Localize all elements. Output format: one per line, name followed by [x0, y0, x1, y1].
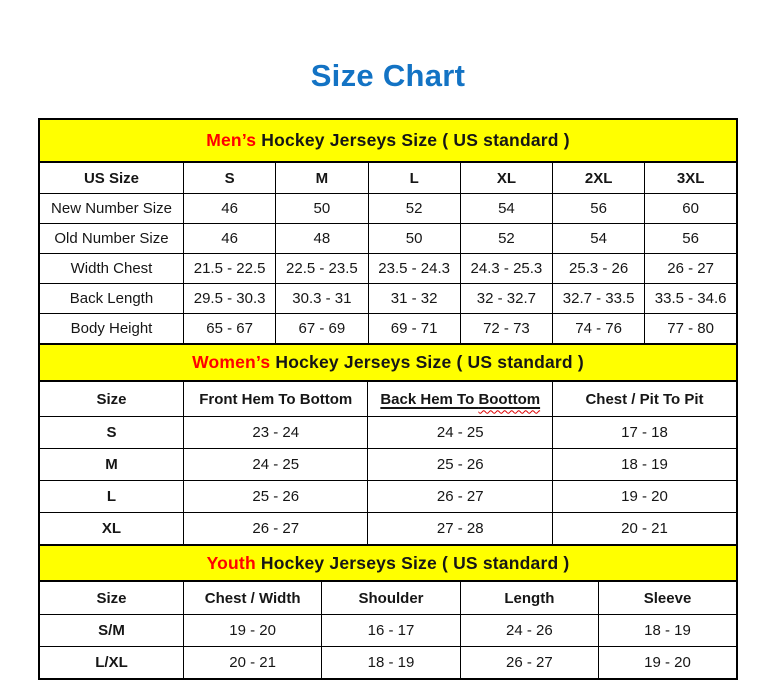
size-value-cell: 27 - 28	[368, 513, 553, 546]
row-label: XL	[39, 513, 183, 546]
size-value-cell: 21.5 - 22.5	[183, 254, 275, 284]
row-label: S	[39, 417, 183, 449]
table-row	[39, 615, 737, 647]
banner-row	[39, 344, 737, 381]
size-value-cell: 31 - 32	[368, 284, 460, 314]
size-value-cell: 54	[553, 224, 645, 254]
banner-text: Hockey Jerseys Size ( US standard )	[270, 352, 584, 372]
row-label-header: US Size	[39, 162, 183, 194]
table-row	[39, 224, 737, 254]
column-header: S	[183, 162, 275, 194]
underlined-header-text	[380, 391, 540, 408]
size-value-cell: 19 - 20	[183, 615, 321, 647]
size-value-cell: 30.3 - 31	[276, 284, 368, 314]
size-value-cell: 67 - 69	[276, 314, 368, 345]
row-label: Old Number Size	[39, 224, 183, 254]
banner-text: Hockey Jerseys Size ( US standard )	[255, 552, 570, 573]
size-value-cell: 23.5 - 24.3	[368, 254, 460, 284]
row-label: New Number Size	[39, 194, 183, 224]
column-header: Chest / Pit To Pit	[553, 381, 738, 417]
table-row	[39, 194, 737, 224]
banner-highlight: Men’s	[206, 130, 257, 150]
size-value-cell: 24 - 25	[368, 417, 553, 449]
row-label: S/M	[39, 615, 183, 647]
size-value-cell: 52	[368, 194, 460, 224]
size-value-cell: 72 - 73	[460, 314, 552, 345]
row-label: Width Chest	[39, 254, 183, 284]
banner-highlight: Youth	[206, 552, 256, 573]
size-value-cell: 60	[645, 194, 737, 224]
page-title: Size Chart	[310, 58, 466, 93]
size-value-cell: 23 - 24	[183, 417, 367, 449]
size-value-cell: 33.5 - 34.6	[645, 284, 737, 314]
table-row	[39, 254, 737, 284]
size-value-cell: 50	[276, 194, 368, 224]
size-value-cell: 24.3 - 25.3	[460, 254, 552, 284]
column-header-row	[39, 162, 737, 194]
table-row	[39, 647, 737, 680]
size-value-cell: 18 - 19	[553, 449, 738, 481]
size-value-cell: 26 - 27	[460, 647, 598, 680]
size-value-cell: 52	[460, 224, 552, 254]
column-header: Length	[460, 581, 598, 615]
size-value-cell: 54	[460, 194, 552, 224]
column-header: Chest / Width	[183, 581, 321, 615]
size-value-cell: 77 - 80	[645, 314, 737, 345]
size-value-cell: 48	[276, 224, 368, 254]
size-value-cell: 26 - 27	[368, 481, 553, 513]
size-value-cell: 25 - 26	[183, 481, 367, 513]
column-header: 3XL	[645, 162, 737, 194]
size-value-cell: 20 - 21	[183, 647, 321, 680]
row-label-header: Size	[39, 381, 183, 417]
table-row	[39, 314, 737, 345]
size-value-cell: 50	[368, 224, 460, 254]
size-value-cell: 65 - 67	[183, 314, 275, 345]
banner-highlight: Women’s	[192, 352, 271, 372]
size-value-cell: 19 - 20	[553, 481, 738, 513]
womens-size-table	[38, 343, 738, 546]
row-label: L	[39, 481, 183, 513]
banner-row	[39, 119, 737, 162]
column-header: Front Hem To Bottom	[183, 381, 367, 417]
size-value-cell: 25 - 26	[368, 449, 553, 481]
size-value-cell: 74 - 76	[553, 314, 645, 345]
column-header: L	[368, 162, 460, 194]
column-header-typo-word: Boottom	[478, 390, 541, 408]
table-banner	[39, 119, 737, 162]
size-value-cell: 20 - 21	[553, 513, 738, 546]
size-value-cell: 29.5 - 30.3	[183, 284, 275, 314]
size-value-cell: 18 - 19	[599, 615, 737, 647]
size-value-cell: 26 - 27	[183, 513, 367, 546]
size-value-cell: 18 - 19	[322, 647, 460, 680]
size-value-cell: 46	[183, 194, 275, 224]
column-header: XL	[460, 162, 552, 194]
column-header: M	[276, 162, 368, 194]
row-label: Body Height	[39, 314, 183, 345]
table-banner	[39, 344, 737, 381]
banner-row	[39, 545, 737, 581]
size-value-cell: 56	[553, 194, 645, 224]
column-header: Sleeve	[599, 581, 737, 615]
size-value-cell: 19 - 20	[599, 647, 737, 680]
size-value-cell: 22.5 - 23.5	[276, 254, 368, 284]
size-value-cell: 24 - 25	[183, 449, 367, 481]
size-value-cell: 25.3 - 26	[553, 254, 645, 284]
size-value-cell: 26 - 27	[645, 254, 737, 284]
size-value-cell: 24 - 26	[460, 615, 598, 647]
mens-size-table	[38, 118, 738, 345]
row-label: L/XL	[39, 647, 183, 680]
table-row	[39, 417, 737, 449]
table-banner	[39, 545, 737, 581]
size-tables-container	[38, 118, 738, 680]
table-row	[39, 449, 737, 481]
size-value-cell: 17 - 18	[553, 417, 738, 449]
column-header-misspelled	[368, 381, 553, 417]
size-value-cell: 32.7 - 33.5	[553, 284, 645, 314]
size-value-cell: 56	[645, 224, 737, 254]
row-label: M	[39, 449, 183, 481]
size-value-cell: 32 - 32.7	[460, 284, 552, 314]
youth-size-table	[38, 544, 738, 680]
column-header-row	[39, 581, 737, 615]
column-header-row	[39, 381, 737, 417]
banner-text: Hockey Jerseys Size ( US standard )	[256, 130, 570, 150]
table-row	[39, 513, 737, 546]
row-label: Back Length	[39, 284, 183, 314]
row-label-header: Size	[39, 581, 183, 615]
size-value-cell: 46	[183, 224, 275, 254]
size-value-cell: 69 - 71	[368, 314, 460, 345]
table-row	[39, 481, 737, 513]
table-row	[39, 284, 737, 314]
size-value-cell: 16 - 17	[322, 615, 460, 647]
column-header: 2XL	[553, 162, 645, 194]
column-header: Shoulder	[322, 581, 460, 615]
column-header-prefix: Back Hem To	[380, 390, 479, 408]
